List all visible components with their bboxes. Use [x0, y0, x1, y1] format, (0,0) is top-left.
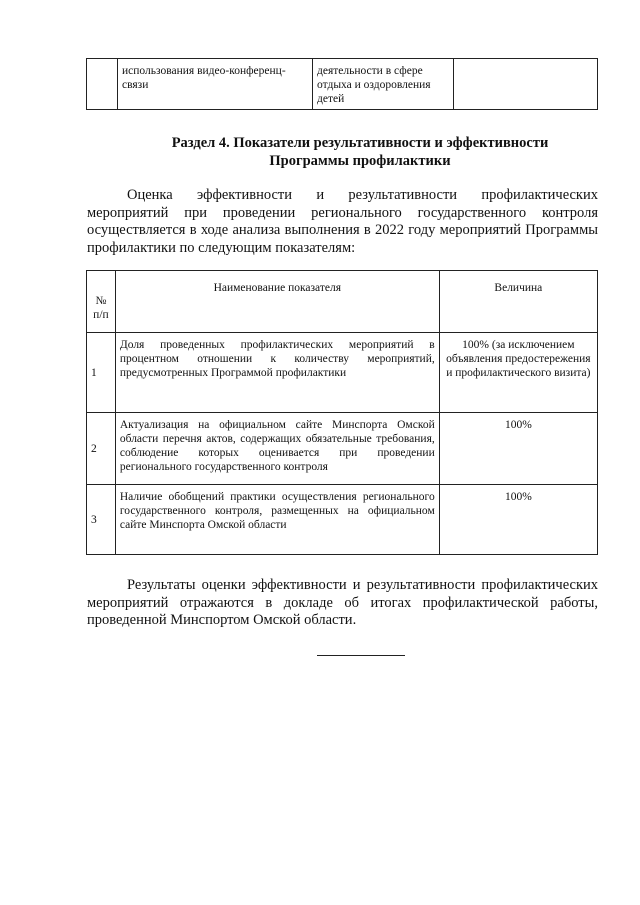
indicators-table — [86, 270, 598, 555]
header-num: № п/п — [87, 271, 116, 333]
table-row — [87, 333, 598, 413]
header-value: Величина — [439, 271, 597, 333]
row-name: Актуализация на официальном сайте Минспорта Омской области перечня актов, содержащих обязательные требования, соблюдение которых оценивается при проведении регионального государственного контроля — [115, 413, 439, 485]
table-row — [87, 413, 598, 485]
header-name: Наименование показателя — [115, 271, 439, 333]
table-cell — [87, 59, 118, 110]
row-name: Доля проведенных профилактических мероприятий в процентном отношении к количеству мероприятий, предусмотренных Программой профилактики — [115, 333, 439, 413]
intro-text: Оценка эффективности и результативности профилактических мероприятий при проведении регионального государственного контроля осуществляется в ходе анализа выполнения в 2022 году мероприятий Программы профилактики по следующим показателям: — [87, 187, 598, 256]
table-cell — [454, 59, 598, 110]
row-num: 1 — [87, 333, 116, 413]
row-value: 100% (за исключением объявления предостережения и профилактического визита) — [439, 333, 597, 413]
row-num: 2 — [87, 413, 116, 485]
row-num: 3 — [87, 485, 116, 555]
conclusion-paragraph — [87, 577, 598, 630]
table-row — [87, 59, 598, 110]
row-name: Наличие обобщений практики осуществления регионального государственного контроля, размещенных на официальном сайте Минспорта Омской области — [115, 485, 439, 555]
table-cell: деятельности в сфере отдыха и оздоровления детей — [313, 59, 454, 110]
table-header-row — [87, 271, 598, 333]
section-title-line-1: Раздел 4. Показатели результативности и эффективности — [171, 135, 549, 151]
row-value: 100% — [439, 413, 597, 485]
table-row — [87, 485, 598, 555]
end-divider — [317, 655, 405, 656]
table-cell: использования видео-конференц-связи — [118, 59, 313, 110]
conclusion-text: Результаты оценки эффективности и результативности профилактических мероприятий отражаются в докладе об итогах профилактической работы, проведенной Минспортом Омской области. — [87, 577, 598, 628]
row-value: 100% — [439, 485, 597, 555]
intro-paragraph — [87, 187, 598, 257]
continuation-table — [86, 58, 598, 110]
section-title-line-2: Программы профилактики — [269, 153, 451, 169]
